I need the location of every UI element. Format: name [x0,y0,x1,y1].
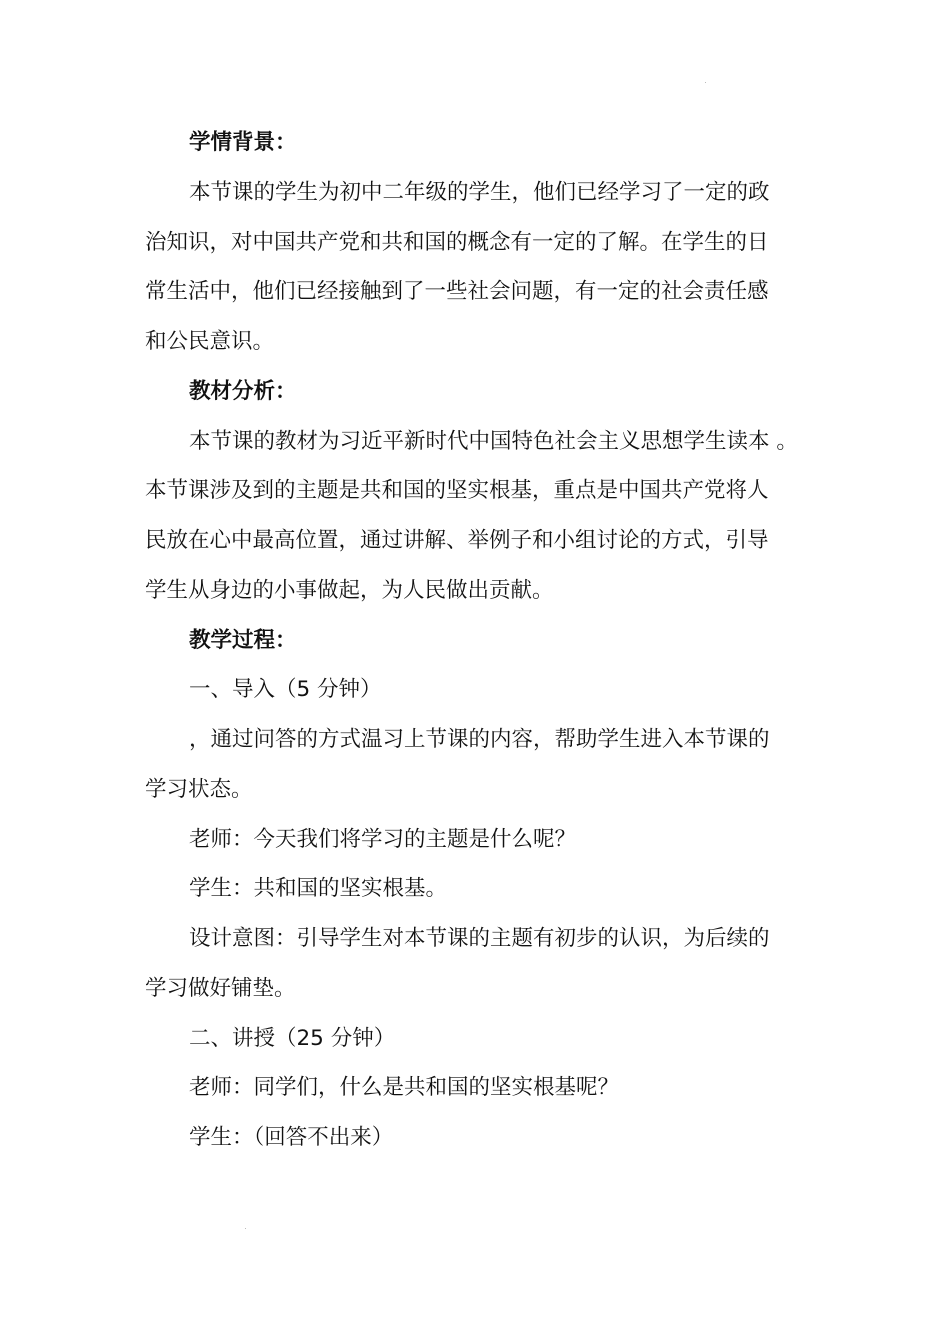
section-heading: 学情背景： [189,130,297,155]
paragraph-line: 一、导入（5 分钟） [189,677,382,703]
paragraph-line: ，通过问答的方式温习上节课的内容，帮助学生进入本节课的 [189,727,770,752]
paragraph-line: 老师：同学们，什么是共和国的坚实根基呢？ [189,1075,620,1101]
paragraph-line: 常生活中，他们已经接触到了一些社会问题，有一定的社会责任感 [145,279,769,305]
paragraph-line: 二、讲授（25 分钟） [189,1025,396,1051]
paragraph-line: 老师：今天我们将学习的主题是什么呢？ [189,826,577,852]
paragraph-line: 本节课的学生为初中二年级的学生，他们已经学习了一定的政 [189,179,770,205]
speck-mark [705,82,706,83]
paragraph-line: 设计意图：引导学生对本节课的主题有初步的认识，为后续的 [189,926,770,951]
paragraph-line: 学生从身边的小事做起，为人民做出贡献。 [145,577,554,603]
paragraph-line: 和公民意识。 [145,329,275,354]
paragraph-line: 学生：（回答不出来） [189,1125,394,1150]
paragraph-line: 本节课的教材为习近平新时代中国特色社会主义思想学生读本 。 [189,428,798,454]
document-page [145,118,825,1163]
paragraph-line: 学习做好铺垫。 [145,975,296,1001]
paragraph-line: 民放在心中最高位置，通过讲解、举例子和小组讨论的方式，引导 [145,528,769,553]
speck-mark [245,1228,246,1229]
paragraph-line: 本节课涉及到的主题是共和国的坚实根基，重点是中国共产党将人 [145,478,769,504]
section-heading: 教学过程： [189,627,297,653]
paragraph-line: 学习状态。 [145,776,253,802]
paragraph-line: 治知识，对中国共产党和共和国的概念有一定的了解。在学生的日 [145,229,769,255]
section-heading: 教材分析： [189,378,297,404]
paragraph-line: 学生：共和国的坚实根基。 [189,876,448,902]
